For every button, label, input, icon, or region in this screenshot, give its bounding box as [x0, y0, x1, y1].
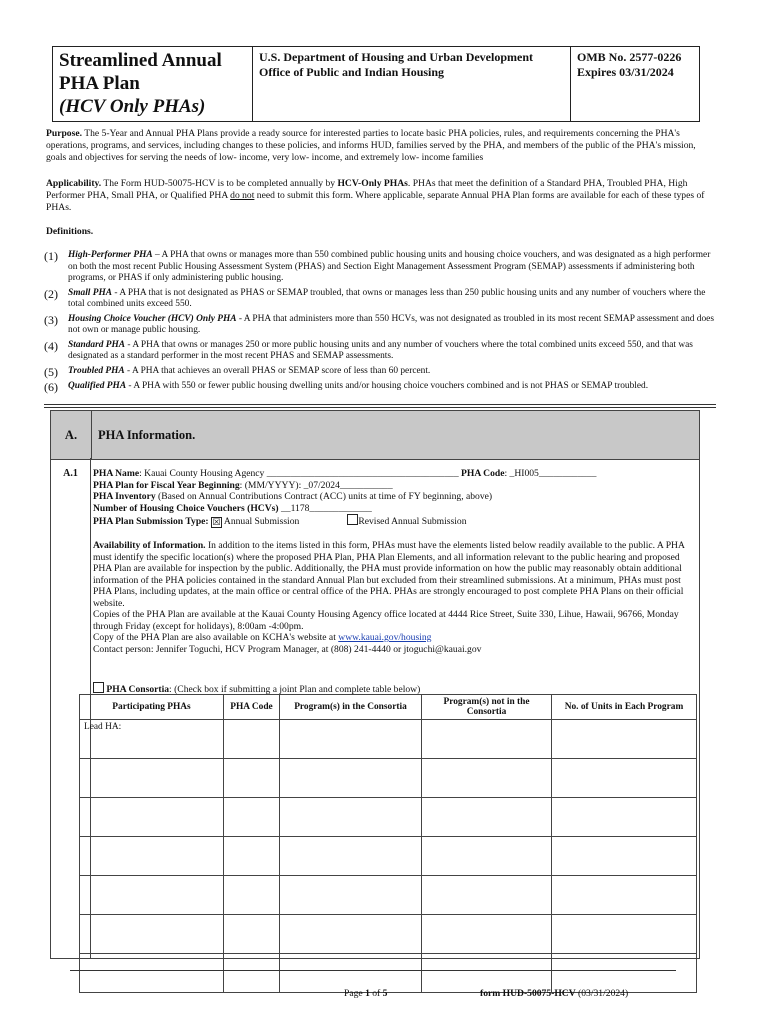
inventory-line: [93, 491, 693, 503]
form-title-cell: [53, 47, 253, 121]
website-text: Copy of the PHA Plan are also available on KCHA's website at: [93, 632, 339, 643]
definition-item: [44, 366, 716, 378]
availability-label: Availability of Information.: [93, 540, 206, 551]
table-cell[interactable]: [422, 720, 552, 759]
form-title-line3: (HCV Only PHAs): [59, 96, 206, 117]
table-row: [80, 876, 697, 915]
section-a-title: PHA Information.: [98, 427, 196, 442]
table-cell[interactable]: [280, 915, 422, 954]
section-divider-bottom: [44, 407, 716, 408]
definition-term: Small PHA: [68, 287, 113, 298]
table-cell[interactable]: [80, 837, 224, 876]
definition-number: (5): [44, 364, 58, 379]
consortia-label: PHA Consortia: [106, 684, 170, 695]
table-cell[interactable]: [422, 798, 552, 837]
definition-item: [44, 314, 716, 337]
section-divider-top: [44, 404, 716, 405]
availability-paragraph: [93, 540, 693, 609]
form-header: [52, 46, 700, 122]
table-cell[interactable]: [422, 915, 552, 954]
page-total: 5: [382, 988, 388, 999]
table-cell[interactable]: [80, 915, 224, 954]
website-link[interactable]: www.kauai.gov/housing: [338, 632, 432, 643]
definition-term: High-Performer PHA: [68, 250, 153, 260]
definition-number: (3): [44, 312, 58, 327]
form-number: [480, 988, 628, 999]
pha-information-content: [93, 468, 693, 655]
page-of: of: [369, 988, 383, 999]
table-cell[interactable]: [80, 876, 224, 915]
applicability-text3: need to submit this form. Where applicable, separate Annual PHA Plan forms are available for each of these types of PHAs.: [46, 190, 705, 213]
consortia-table: [79, 694, 697, 993]
section-a-body: [50, 458, 700, 959]
definition-item: [44, 250, 716, 285]
plan-fy-value[interactable]: : (MM/YYYY): _07/2024___________: [239, 479, 393, 491]
website-line: [93, 632, 693, 644]
omb-cell: [571, 47, 699, 121]
table-cell[interactable]: [422, 837, 552, 876]
vouchers-line: [93, 503, 693, 515]
footer-rule: [70, 970, 676, 971]
table-cell[interactable]: [224, 876, 280, 915]
definition-number: (2): [44, 286, 58, 301]
table-cell[interactable]: [224, 798, 280, 837]
column-header: Program(s) not in the Consortia: [422, 695, 552, 720]
table-cell[interactable]: [280, 837, 422, 876]
lead-ha-cell[interactable]: Lead HA:: [80, 720, 224, 759]
column-header: Participating PHAs: [80, 695, 224, 720]
form-id: form HUD-50075-HCV: [480, 988, 576, 999]
table-cell[interactable]: [552, 837, 697, 876]
table-cell[interactable]: [224, 954, 280, 993]
pha-code-value[interactable]: : _HI005____________: [504, 468, 597, 479]
applicability-bold: HCV-Only PHAs: [337, 178, 408, 189]
table-cell[interactable]: [280, 954, 422, 993]
table-cell[interactable]: [280, 876, 422, 915]
submission-type-line: [93, 514, 693, 528]
definition-item: [44, 288, 716, 311]
table-cell[interactable]: [280, 759, 422, 798]
inventory-label: PHA Inventory: [93, 491, 156, 502]
table-row: [80, 798, 697, 837]
table-row: [80, 837, 697, 876]
copies-text: Copies of the PHA Plan are available at the Kauai County Housing Agency office located at 4444 Rice Street, Suite 330, Lihue, Hawaii, 96766, Monday through Friday (except for holidays), 8:00am -4:00pm.: [93, 609, 679, 632]
applicability-text1: The Form HUD-50075-HCV is to be completed annually by: [101, 178, 338, 189]
page-text: Page: [344, 988, 366, 999]
pha-code-label: PHA Code: [458, 468, 505, 479]
applicability-text2: . PHAs that meet the definition of a Standard PHA, Troubled PHA, High Performer PHA, Small PHA, or Qualified PHA: [46, 178, 688, 201]
annual-submission-label: Annual Submission: [223, 516, 300, 527]
vouchers-label: Number of Housing Choice Vouchers (HCVs): [93, 502, 279, 514]
page-current: 1: [365, 988, 370, 999]
definition-text: - A PHA that administers more than 550 HCVs, was not designated as troubled in its most recent SEMAP assessment and does not own or manage public housing.: [68, 313, 714, 335]
table-cell[interactable]: [80, 798, 224, 837]
pha-name-label: PHA Name: [93, 468, 140, 479]
omb-expiration: Expires 03/31/2024: [577, 65, 674, 79]
table-row: [80, 954, 697, 993]
contact-text: Contact person: Jennifer Toguchi, HCV Program Manager, at (808) 241-4440 or jtoguchi@kauai.gov: [93, 643, 482, 655]
definition-text: - A PHA that owns or manages 250 or more public housing units and any number of vouchers where the total combined units exceed 550, and that was designated as a standard performer in the most recent PHAS and SEMAP assessments.: [68, 339, 693, 361]
form-date: (03/31/2024): [575, 988, 629, 999]
table-cell[interactable]: [224, 837, 280, 876]
pha-name-line: [93, 468, 693, 480]
table-cell[interactable]: [552, 798, 697, 837]
purpose-text: The 5-Year and Annual PHA Plans provide a ready source for interested parties to locate basic PHA policies, rules, and requirements concerning the PHA's operations, programs, and services, including changes to these policies, and informs HUD, families served by the PHA, and members of the public of the PHA's mission, goals and objectives for serving the needs of low- income, very low- income, and extremely low- income families: [46, 128, 696, 163]
revised-submission-label: Revised Annual Submission: [358, 516, 467, 527]
column-header: PHA Code: [224, 695, 280, 720]
table-header-row: [80, 695, 697, 720]
plan-fy-label: PHA Plan for Fiscal Year Beginning: [93, 479, 240, 491]
table-cell[interactable]: [224, 759, 280, 798]
table-cell[interactable]: [80, 954, 224, 993]
department-cell: [253, 47, 571, 121]
page-number: [344, 988, 387, 999]
applicability-paragraph: [46, 178, 716, 214]
table-cell[interactable]: [80, 759, 224, 798]
purpose-paragraph: [46, 128, 716, 164]
definition-item: [44, 381, 716, 393]
definition-number: (1): [44, 249, 58, 263]
department-name: U.S. Department of Housing and Urban Development: [259, 50, 534, 64]
table-cell[interactable]: [552, 954, 697, 993]
consortia-text: : (Check box if submitting a joint Plan and complete table below): [169, 684, 421, 695]
vouchers-value[interactable]: __1178_____________: [278, 502, 372, 514]
definition-term: Qualified PHA: [68, 380, 127, 391]
definitions-label: Definitions.: [46, 226, 94, 237]
definition-text: - A PHA that is not designated as PHAS or SEMAP troubled, that owns or manages less than 250 public housing units and any number of vouchers where the total combined units exceed 550.: [68, 287, 706, 309]
inventory-value: (Based on Annual Contributions Contract (ACC) units at time of FY beginning, above): [155, 491, 493, 502]
column-header: No. of Units in Each Program: [552, 695, 697, 720]
table-cell[interactable]: [552, 876, 697, 915]
submission-type-label: PHA Plan Submission Type:: [93, 516, 209, 527]
form-title-line1: Streamlined Annual: [59, 50, 222, 71]
applicability-underline: do not: [230, 190, 255, 201]
form-title-line2: PHA Plan: [59, 73, 140, 94]
pha-name-value[interactable]: : Kauai County Housing Agency ________________________________________: [139, 468, 459, 479]
table-row: [80, 720, 697, 759]
table-cell[interactable]: [552, 759, 697, 798]
definition-number: (4): [44, 338, 58, 353]
consortia-checkbox[interactable]: [93, 682, 104, 693]
table-cell[interactable]: [422, 876, 552, 915]
definition-term: Standard PHA: [68, 339, 126, 350]
table-cell[interactable]: [422, 759, 552, 798]
table-cell[interactable]: [552, 720, 697, 759]
availability-text: In addition to the items listed in this form, PHAs must have the elements listed below readily available to the public. A PHA must identify the specific location(s) where the proposed PHA Plan, PHA Plan Elements, and all information relevant to the public hearing and proposed PHA Plan are available for inspection by the public. Additionally, the PHA must provide information on how the public may reasonably obtain additional information of the PHA policies contained in the standard Annual Plan but excluded from their streamlined submissions. At a minimum, PHAs must post PHA Plans, including updates, at the main office or central office of the PHA. PHAs are strongly encouraged to post complete PHA Plans on their official website.: [93, 540, 685, 609]
table-row: [80, 915, 697, 954]
omb-number: OMB No. 2577-0226: [577, 50, 682, 64]
column-header: Program(s) in the Consortia: [280, 695, 422, 720]
table-row: [80, 759, 697, 798]
section-a-header: [50, 410, 700, 460]
definition-item: [44, 340, 716, 363]
table-cell[interactable]: [552, 915, 697, 954]
office-name: Office of Public and Indian Housing: [259, 65, 445, 79]
definition-term: Housing Choice Voucher (HCV) Only PHA: [68, 313, 237, 324]
row-label-a1: A.1: [51, 458, 91, 958]
definition-text: - A PHA with 550 or fewer public housing dwelling units and/or housing choice vouchers combined and is not PHAS or SEMAP troubled.: [126, 380, 649, 391]
annual-submission-checkbox[interactable]: ☒: [212, 517, 221, 527]
revised-submission-checkbox[interactable]: [347, 514, 358, 525]
table-cell[interactable]: [280, 798, 422, 837]
purpose-label: Purpose.: [46, 128, 82, 139]
table-cell[interactable]: [224, 720, 280, 759]
table-cell[interactable]: [280, 720, 422, 759]
table-cell[interactable]: [422, 954, 552, 993]
applicability-label: Applicability.: [46, 178, 102, 189]
table-cell[interactable]: [224, 915, 280, 954]
definition-number: (6): [44, 379, 58, 394]
definitions-list: [44, 250, 716, 396]
definition-text: - A PHA that achieves an overall PHAS or SEMAP score of less than 60 percent.: [124, 365, 431, 376]
definition-text: – A PHA that owns or manages more than 550 combined public housing units and housing choice vouchers, and was designated as a high performer on both the most recent Public Housing Assessment System (PHAS) and Section Eight Management Assessment Program (SEMAP) assessments if administering both programs, or PHAS if only administering public housing.: [68, 250, 711, 283]
plan-fy-line: [93, 480, 693, 492]
section-a-label: A.: [51, 411, 92, 459]
definition-term: Troubled PHA: [68, 365, 125, 376]
